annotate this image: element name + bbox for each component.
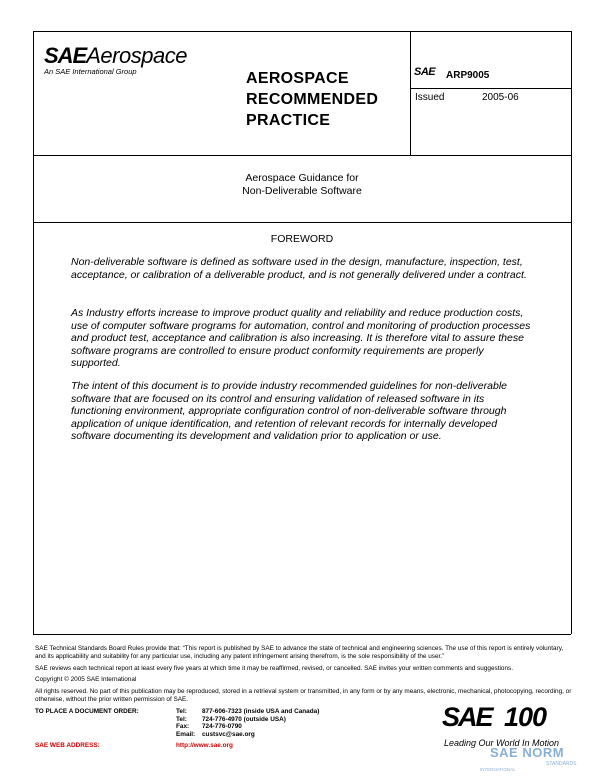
tel2-value: 724-776-4970 (outside USA): [202, 715, 286, 723]
foreword-heading: FOREWORD: [270, 233, 334, 245]
footer-rights: All rights reserved. No part of this publication may be reproduced, stored in a retrieval system or transmitted, in any form or by any means, electronic, mechanical, photocopying, recording, or otherwise, without the prior written permission of SAE.: [35, 688, 572, 703]
subject-line-2: Non-Deliverable Software: [242, 185, 362, 197]
sae-100-logo: [442, 702, 582, 738]
subject-line-1: Aerospace Guidance for: [245, 172, 359, 184]
foreword-paragraph-3: The intent of this document is to provide industry recommended guidelines for non-deliverable software that are focused on its control and ensuring validation of released software in its functioning environment, appropriate configuration control of non-deliverable software through application of unique identification, and retention of relevant records for internally developed software documenting its development and validation prior to application or use.: [71, 380, 507, 443]
contact-block: [176, 708, 319, 738]
watermark-intl-text: INTERNATIONAL: [480, 767, 516, 772]
sae-badge-icon: [414, 66, 435, 78]
document-type-title: [246, 68, 378, 131]
sae-norm-watermark: [476, 745, 596, 775]
title-line-2: RECOMMENDED: [246, 91, 379, 108]
tel1-value: 877-606-7323 (inside USA and Canada): [202, 708, 320, 715]
tel2-label: Tel:: [176, 715, 187, 723]
footer-policy: SAE Technical Standards Board Rules provide that: “This report is published by SAE to advance the state of technical and engineering sciences. The use of this report is entirely voluntary, and its applicability and suitability for any particular use, including any patent infringement arising therefrom, is the sole responsibility of the user.”: [35, 645, 564, 660]
footer-review: SAE reviews each technical report at least every five years at which time it may be reaffirmed, revised, or cancelled. SAE invites your written comments and suggestions.: [35, 665, 513, 672]
title-line-3: PRACTICE: [246, 112, 331, 129]
email-link[interactable]: custsvc@sae.org: [202, 730, 255, 738]
badge-sae-text: SAE: [414, 66, 436, 78]
email-label: Email:: [176, 730, 196, 738]
document-subject: [33, 172, 571, 198]
logo-aerospace-text: Aerospace: [86, 43, 187, 68]
watermark-text: SAE NORM: [490, 745, 565, 760]
web-address-link[interactable]: http://www.sae.org: [176, 742, 233, 749]
issued-date: 2005-06: [482, 92, 519, 103]
sae-aerospace-logo: [44, 43, 187, 69]
fax-label: Fax:: [176, 723, 190, 731]
fax-value: 724-776-0790: [202, 723, 242, 731]
web-address-label: SAE WEB ADDRESS:: [35, 742, 100, 749]
tel1-label: Tel:: [176, 708, 187, 715]
watermark-small-text: STANDARDS: [546, 761, 577, 767]
sae100-number-text: 100: [504, 702, 547, 732]
footer-copyright: Copyright © 2005 SAE International: [35, 676, 137, 683]
sae-100-tagline: Leading Our World In Motion: [444, 738, 560, 748]
title-line-1: AEROSPACE: [246, 70, 349, 87]
logo-sae-text: SAE: [44, 43, 87, 68]
foreword-paragraph-1: Non-deliverable software is defined as software used in the design, manufacture, inspection, test, acceptance, or calibration of a deliverable product, and is not generally delivered under a contract.: [71, 256, 527, 281]
sae100-sae-text: SAE: [442, 702, 492, 732]
order-label: TO PLACE A DOCUMENT ORDER:: [35, 708, 139, 715]
issued-label: Issued: [415, 92, 445, 103]
document-number: ARP9005: [446, 70, 490, 81]
logo-subtitle: An SAE International Group: [44, 67, 137, 76]
foreword-paragraph-2: As Industry efforts increase to improve product quality and reliability and reduce production costs, use of computer software programs for automation, control and monitoring of production processes and product test, acceptance and calibration is also increasing. It is therefore vital to assure these software programs are controlled to ensure product conformity requirements are properly supported.: [71, 307, 531, 370]
